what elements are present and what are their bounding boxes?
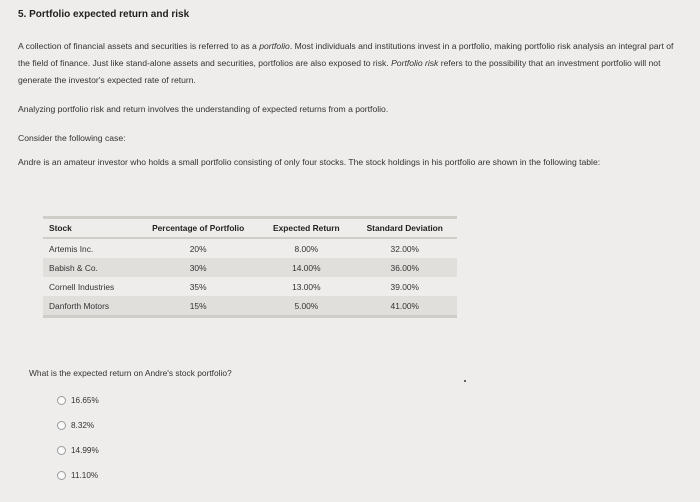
cell-expected-return: 14.00% bbox=[260, 258, 352, 277]
question-title: 5. Portfolio expected return and risk bbox=[18, 9, 190, 20]
radio-button[interactable] bbox=[57, 421, 66, 430]
cell-stock: Danforth Motors bbox=[43, 296, 136, 317]
radio-button[interactable] bbox=[57, 396, 66, 405]
cell-stock: Babish & Co. bbox=[43, 258, 136, 277]
intro-text-1: A collection of financial assets and securities is referred to as a bbox=[18, 41, 260, 51]
stray-mark bbox=[464, 380, 466, 382]
intro-paragraph bbox=[18, 38, 680, 89]
intro-text-2: . Most individuals and institutions invest in a portfolio, making portfolio risk analysis an integral part of the field of finance. Just like stand-alone assets and securities, portfolios are also exposed to risk. bbox=[18, 41, 674, 68]
answer-option-2[interactable] bbox=[57, 421, 94, 430]
answer-option-1[interactable] bbox=[57, 396, 99, 405]
header-stock: Stock bbox=[49, 223, 72, 233]
cell-std-dev: 36.00% bbox=[353, 258, 457, 277]
question-prompt: What is the expected return on Andre's stock portfolio? bbox=[29, 368, 232, 378]
cell-std-dev: 41.00% bbox=[353, 296, 457, 317]
table-header-row bbox=[43, 218, 457, 239]
table-row bbox=[43, 296, 457, 317]
cell-stock: Artemis Inc. bbox=[49, 243, 94, 254]
case-label: Consider the following case: bbox=[18, 133, 126, 143]
cell-expected-return: 5.00% bbox=[260, 296, 352, 317]
option-label[interactable]: 14.99% bbox=[71, 446, 99, 455]
cell-expected-return: 13.00% bbox=[292, 281, 321, 292]
term-portfolio: portfolio bbox=[259, 41, 290, 51]
cell-std-dev: 39.00% bbox=[390, 281, 419, 292]
stock-holdings-table bbox=[43, 216, 457, 318]
cell-expected-return: 8.00% bbox=[294, 243, 319, 254]
cell-std-dev: 32.00% bbox=[390, 243, 419, 254]
header-std-dev: Standard Deviation bbox=[366, 223, 443, 233]
radio-button[interactable] bbox=[57, 471, 66, 480]
cell-stock: Cornell Industries bbox=[49, 281, 115, 292]
option-label[interactable]: 11.10% bbox=[71, 471, 99, 480]
term-portfolio-risk: Portfolio risk bbox=[391, 58, 439, 68]
cell-percentage: 15% bbox=[136, 296, 260, 317]
cell-percentage: 35% bbox=[189, 281, 207, 292]
table-row bbox=[43, 238, 457, 258]
header-expected-return: Expected Return bbox=[273, 223, 340, 233]
table-row bbox=[43, 277, 457, 296]
radio-button[interactable] bbox=[57, 446, 66, 455]
option-label[interactable]: 8.32% bbox=[71, 421, 95, 430]
case-paragraph: Andre is an amateur investor who holds a small portfolio consisting of only four stocks. The stock holdings in his portfolio are shown in the following table: bbox=[18, 157, 601, 167]
analysis-paragraph: Analyzing portfolio risk and return involves the understanding of expected returns from a portfolio. bbox=[18, 104, 389, 114]
cell-percentage: 20% bbox=[189, 243, 207, 254]
answer-option-3[interactable] bbox=[57, 446, 99, 455]
cell-percentage: 30% bbox=[136, 258, 260, 277]
intro-text-3: refers to the possibility that an investment portfolio will not generate the investor's expected rate of return. bbox=[18, 58, 661, 85]
answer-option-4[interactable] bbox=[57, 471, 98, 480]
table-row bbox=[43, 258, 457, 277]
option-label[interactable]: 16.65% bbox=[71, 396, 99, 405]
header-percentage: Percentage of Portfolio bbox=[152, 223, 245, 233]
